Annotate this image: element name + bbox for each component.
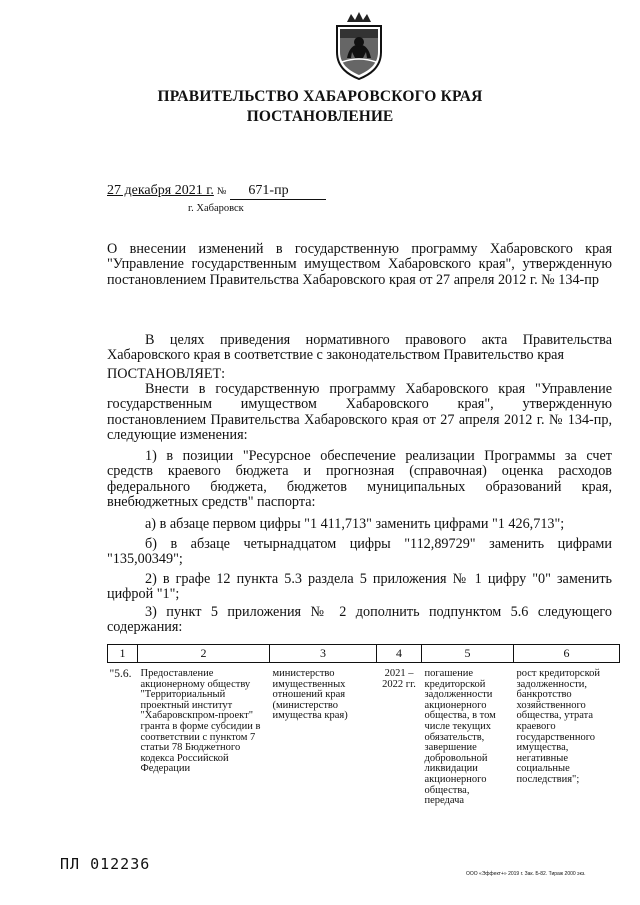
table-header-cell: 5 <box>422 645 514 663</box>
number-label: № <box>216 186 227 197</box>
printer-imprint: ООО «Эффект+» 2019 г. Зак. Б-82. Тираж 2000 экз. <box>466 871 586 877</box>
table-header-cell: 1 <box>108 645 138 663</box>
date-number-line <box>107 183 326 200</box>
document-type: ПОСТАНОВЛЕНИЕ <box>246 108 394 125</box>
paragraph-item-1b: б) в абзаце четырнадцатом цифры "112,89729" заменить цифрами "135,00349"; <box>107 536 612 568</box>
coat-of-arms-emblem <box>333 12 385 80</box>
table-header-row <box>108 645 620 663</box>
consequences-cell: рост кредиторской задолженности, банкротство хозяйственного общества, утрата краевого государственного имущества, негативные социальные последствия"; <box>516 668 601 785</box>
table-header-cell: 2 <box>138 645 270 663</box>
executor-cell: министерство имущественных отношений края (министерство имущества края) <box>272 668 348 722</box>
table-header-cell: 4 <box>377 645 422 663</box>
table-row <box>108 663 620 807</box>
document-number: 671-пр <box>230 183 326 200</box>
document-title: О внесении изменений в государственную программу Хабаровского края "Управление государственным имуществом Хабаровского края", утвержденную постановлением Правительства Хабаровского края от 27 апреля 2012 г. № 134-пр <box>107 241 612 288</box>
paragraph-item-1: 1) в позиции "Ресурсное обеспечение реализации Программы за счет средств краевого бюджета и прогнозная (справочная) оценка расходов федерального бюджета, бюджетов муниципальных образований края, внебюджетных средств" паспорта: <box>107 448 612 511</box>
resolve-heading: ПОСТАНОВЛЯЕТ: <box>107 366 226 382</box>
form-serial-code: ПЛ 012236 <box>60 855 151 873</box>
city-name: г. Хабаровск <box>188 203 244 214</box>
paragraph-intro: Внести в государственную программу Хабаровского края "Управление государственным имуществом Хабаровского края", утвержденную постановлением Правительства Хабаровского края от 27 апреля 2012 г. № 134-пр, следующие изменения: <box>107 381 612 444</box>
measure-name-cell: Предоставление акционерному обществу "Территориальный проектный институт "Хабаровскпром-проект" гранта в форме субсидии в соответствии с пунктом 7 статьи 78 Бюджетного кодекса Российской Федерации <box>140 668 261 775</box>
result-cell: погашение кредиторской задолженности акционерного общества, в том числе текущих обязательств, завершение добровольной ликвидации акционерного общества, передача <box>424 668 496 807</box>
row-number-cell: "5.6. <box>109 668 132 680</box>
paragraph-item-2: 2) в графе 12 пункта 5.3 раздела 5 приложения № 1 цифру "0" заменить цифрой "1"; <box>107 571 612 603</box>
paragraph-item-1a: а) в абзаце первом цифры "1 411,713" заменить цифрами "1 426,713"; <box>145 516 565 532</box>
document-date: 27 декабря 2021 г. <box>107 183 214 198</box>
period-cell: 2021 – 2022 гг. <box>382 668 416 690</box>
paragraph-item-3: 3) пункт 5 приложения № 2 дополнить подпунктом 5.6 следующего содержания: <box>107 604 612 636</box>
organization-name: ПРАВИТЕЛЬСТВО ХАБАРОВСКОГО КРАЯ <box>157 88 483 105</box>
table-header-cell: 3 <box>270 645 377 663</box>
amendment-table <box>107 644 620 807</box>
preamble-paragraph: В целях приведения нормативного правового акта Правительства Хабаровского края в соответствие с законодательством Правительство края <box>107 332 612 364</box>
table-header-cell: 6 <box>514 645 620 663</box>
